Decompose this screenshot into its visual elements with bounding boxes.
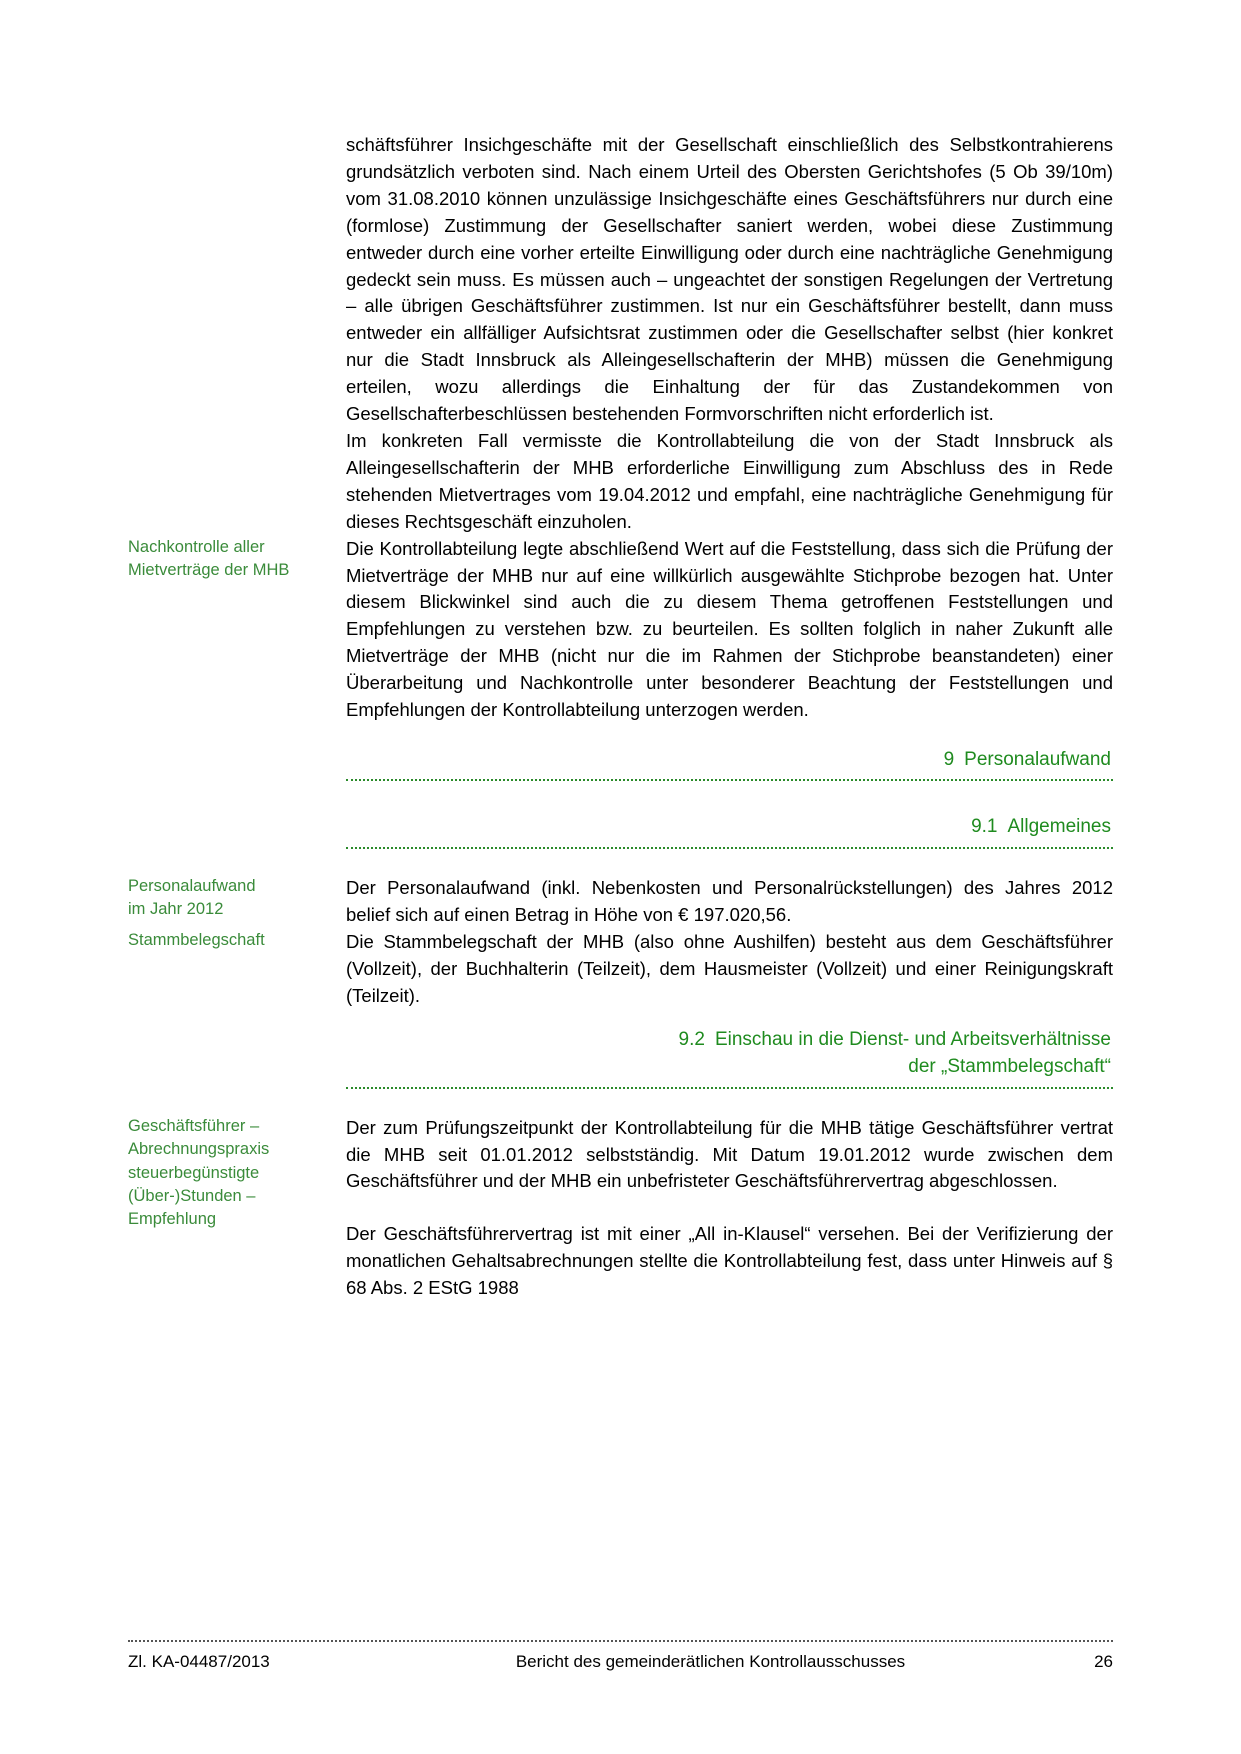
heading-title: Personalaufwand <box>964 748 1111 770</box>
heading-text-line2: der „Stammbelegschaft“ <box>908 1056 1111 1078</box>
text-block <box>128 132 1113 428</box>
body-column <box>346 536 1113 724</box>
margin-note-geschaeftsfuehrer: Geschäftsführer – Abrechnungspraxis steuerbegünstigte (Über-)Stunden – Empfehlung <box>128 1116 270 1229</box>
paragraph: Die Stammbelegschaft der MHB (also ohne Aushilfen) besteht aus dem Geschäftsführer (Vollzeit), der Buchhalterin (Teilzeit), dem Hausmeister (Vollzeit) und einer Reinigungskraft (Teilzeit). <box>346 930 1113 1006</box>
margin-note-line1: Stammbelegschaft <box>128 930 265 949</box>
body-column <box>346 929 1113 1010</box>
paragraph: schäftsführer Insichgeschäfte mit der Gesellschaft einschließlich des Selbstkontrahierens grundsätzlich verboten sind. Nach einem Urteil des Obersten Gerichtshofes (5 Ob 39/10m) vom 31.08.2010 können unzulässige Insichgeschäfte eines Geschäftsführers nur durch eine (formlose) Zustimmung der Gesellschafter saniert werden, wobei diese Zustimmung entweder durch eine vorher erteilte Einwilligung oder durch eine nachträgliche Genehmigung gedeckt sein muss. Es müssen auch – ungeachtet der sonstigen Regelungen der Vertretung – alle übrigen Geschäftsführer zustimmen. Ist nur ein Geschäftsführer bestellt, dann muss entweder ein allfälliger Aufsichtsrat zustimmen oder die Gesellschafter selbst (hier konkret nur die Stadt Innsbruck als Alleingesellschafterin der MHB) müssen die Genehmigung erteilen, wozu allerdings die Einhaltung der für das Zustandekommen von Gesellschafterbeschlüssen bestehenden Formvorschriften nicht erforderlich ist. <box>346 134 1113 425</box>
heading-rule <box>346 1087 1113 1089</box>
paragraph: Der Personalaufwand (inkl. Nebenkosten und Personalrückstellungen) des Jahres 2012 belief sich auf einen Betrag in Höhe von € 197.020,56. <box>346 877 1113 925</box>
margin-note-line2: im Jahr 2012 <box>128 900 224 919</box>
paragraph: Der Geschäftsführervertrag ist mit einer „All in-Klausel“ versehen. Bei der Verifizierung der monatlichen Gehaltsabrechnungen stellte die Kontrollabteilung fest, dass unter Hinweis auf § 68 Abs. 2 EStG 1988 <box>346 1223 1113 1299</box>
section-heading-9 <box>128 740 1113 808</box>
text-block <box>128 428 1113 536</box>
heading-text <box>346 746 1113 774</box>
body-column <box>346 428 1113 536</box>
footer-rule <box>128 1640 1113 1642</box>
body-column <box>346 132 1113 428</box>
text-block-with-note <box>128 929 1113 1010</box>
margin-note-line1: Personalaufwand <box>128 877 256 896</box>
body-column <box>346 875 1113 929</box>
page-footer <box>128 1640 1113 1672</box>
margin-note-nachkontrolle: Nachkontrolle aller Mietverträge der MHB <box>128 537 290 580</box>
heading-number: 9 <box>943 748 955 770</box>
footer-line <box>128 1652 1113 1672</box>
page-number: 26 <box>1094 1652 1113 1671</box>
margin-note-personalaufwand <box>128 875 346 922</box>
text-block-with-note <box>128 1115 1113 1302</box>
section-heading-9-1 <box>128 807 1113 875</box>
heading-title: Allgemeines <box>1007 816 1111 838</box>
heading-number: 9.2 <box>678 1028 705 1050</box>
heading-rule <box>346 779 1113 781</box>
footer-title: Bericht des gemeinderätlichen Kontrollausschusses <box>515 1652 906 1671</box>
heading-rule <box>346 847 1113 849</box>
heading-number: 9.1 <box>971 816 998 838</box>
paragraph: Der zum Prüfungszeitpunkt der Kontrollabteilung für die MHB tätige Geschäftsführer vertrat die MHB seit 01.01.2012 selbstständig. Mit Datum 19.01.2012 wurde zwischen dem Geschäftsführer und der MHB ein unbefristeter Geschäftsführervertrag abgeschlossen. <box>346 1116 1113 1192</box>
text-block-with-note <box>128 536 1113 724</box>
heading-block <box>346 746 1113 808</box>
heading-text <box>346 1026 1113 1054</box>
heading-title: Einschau in die Dienst- und Arbeitsverhältnisse <box>714 1028 1111 1050</box>
page-content <box>128 132 1113 1302</box>
heading-block <box>346 813 1113 875</box>
heading-block <box>346 1026 1113 1115</box>
paragraph: Die Kontrollabteilung legte abschließend Wert auf die Feststellung, dass sich die Prüfung der Mietverträge der MHB nur auf eine willkürlich ausgewählte Stichprobe bezogen hat. Unter diesem Blickwinkel sind auch die zu diesem Thema getroffenen Feststellungen und Empfehlungen zu verstehen bzw. zu beurteilen. Es sollten folglich in naher Zukunft alle Mietverträge der MHB (nicht nur die im Rahmen der Stichprobe beanstandeten) einer Überarbeitung und Nachkontrolle unter besonderer Beachtung der Feststellungen und Empfehlungen der Kontrollabteilung unterzogen werden. <box>346 537 1113 721</box>
section-heading-9-2 <box>128 1020 1113 1115</box>
heading-text <box>346 813 1113 841</box>
paragraph: Im konkreten Fall vermisste die Kontrollabteilung die von der Stadt Innsbruck als Alleingesellschafterin der MHB erforderliche Einwilligung zum Abschluss des in Rede stehenden Mietvertrages vom 19.04.2012 und empfahl, eine nachträgliche Genehmigung für dieses Rechtsgeschäft einzuholen. <box>346 429 1113 532</box>
footer-reference: Zl. KA-04487/2013 <box>128 1652 270 1671</box>
body-column <box>346 1115 1113 1302</box>
text-block-with-note <box>128 875 1113 929</box>
margin-note-stammbelegschaft <box>128 929 346 952</box>
